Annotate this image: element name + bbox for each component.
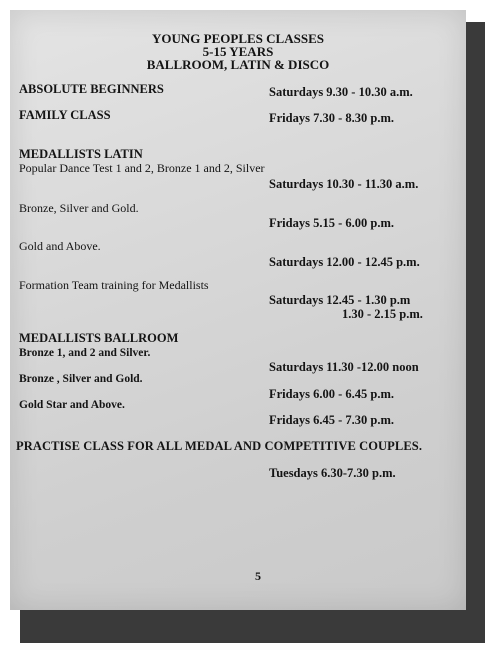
latin-item-time-second: 1.30 - 2.15 p.m. <box>342 307 423 321</box>
absolute-beginners-time: Saturdays 9.30 - 10.30 a.m. <box>269 85 413 99</box>
page-number: 5 <box>255 569 261 583</box>
latin-item-time: Fridays 5.15 - 6.00 p.m. <box>269 216 394 230</box>
latin-item-desc: Gold and Above. <box>19 239 101 253</box>
medallists-ballroom-title: MEDALLISTS BALLROOM <box>19 331 179 345</box>
latin-item-desc: Formation Team training for Medallists <box>19 278 209 292</box>
ballroom-item-desc: Gold Star and Above. <box>19 399 125 411</box>
header-title: YOUNG PEOPLES CLASSES <box>152 31 324 46</box>
family-class-time: Fridays 7.30 - 8.30 p.m. <box>269 111 394 125</box>
latin-item-desc: Popular Dance Test 1 and 2, Bronze 1 and 2, Silver <box>19 161 265 175</box>
latin-item-desc: Bronze, Silver and Gold. <box>19 201 139 215</box>
ballroom-item-time: Fridays 6.45 - 7.30 p.m. <box>269 413 394 427</box>
ballroom-item-desc: Bronze , Silver and Gold. <box>19 373 143 385</box>
ballroom-item-time: Fridays 6.00 - 6.45 p.m. <box>269 387 394 401</box>
medallists-latin-title: MEDALLISTS LATIN <box>19 147 143 161</box>
latin-item-time: Saturdays 12.00 - 12.45 p.m. <box>269 255 420 269</box>
absolute-beginners-label: ABSOLUTE BEGINNERS <box>19 82 164 96</box>
header-styles: BALLROOM, LATIN & DISCO <box>146 57 330 72</box>
practise-class-title: PRACTISE CLASS FOR ALL MEDAL AND COMPETITIVE COUPLES. <box>16 439 423 453</box>
latin-item-time: Saturdays 10.30 - 11.30 a.m. <box>269 177 419 191</box>
family-class-label: FAMILY CLASS <box>19 108 111 122</box>
document-page <box>10 10 466 610</box>
header-age-range: 5-15 YEARS <box>202 44 274 59</box>
latin-item-time: Saturdays 12.45 - 1.30 p.m <box>269 293 411 307</box>
ballroom-item-desc: Bronze 1, and 2 and Silver. <box>19 347 151 359</box>
practise-class-time: Tuesdays 6.30-7.30 p.m. <box>269 466 396 480</box>
ballroom-item-time: Saturdays 11.30 -12.00 noon <box>269 360 419 374</box>
